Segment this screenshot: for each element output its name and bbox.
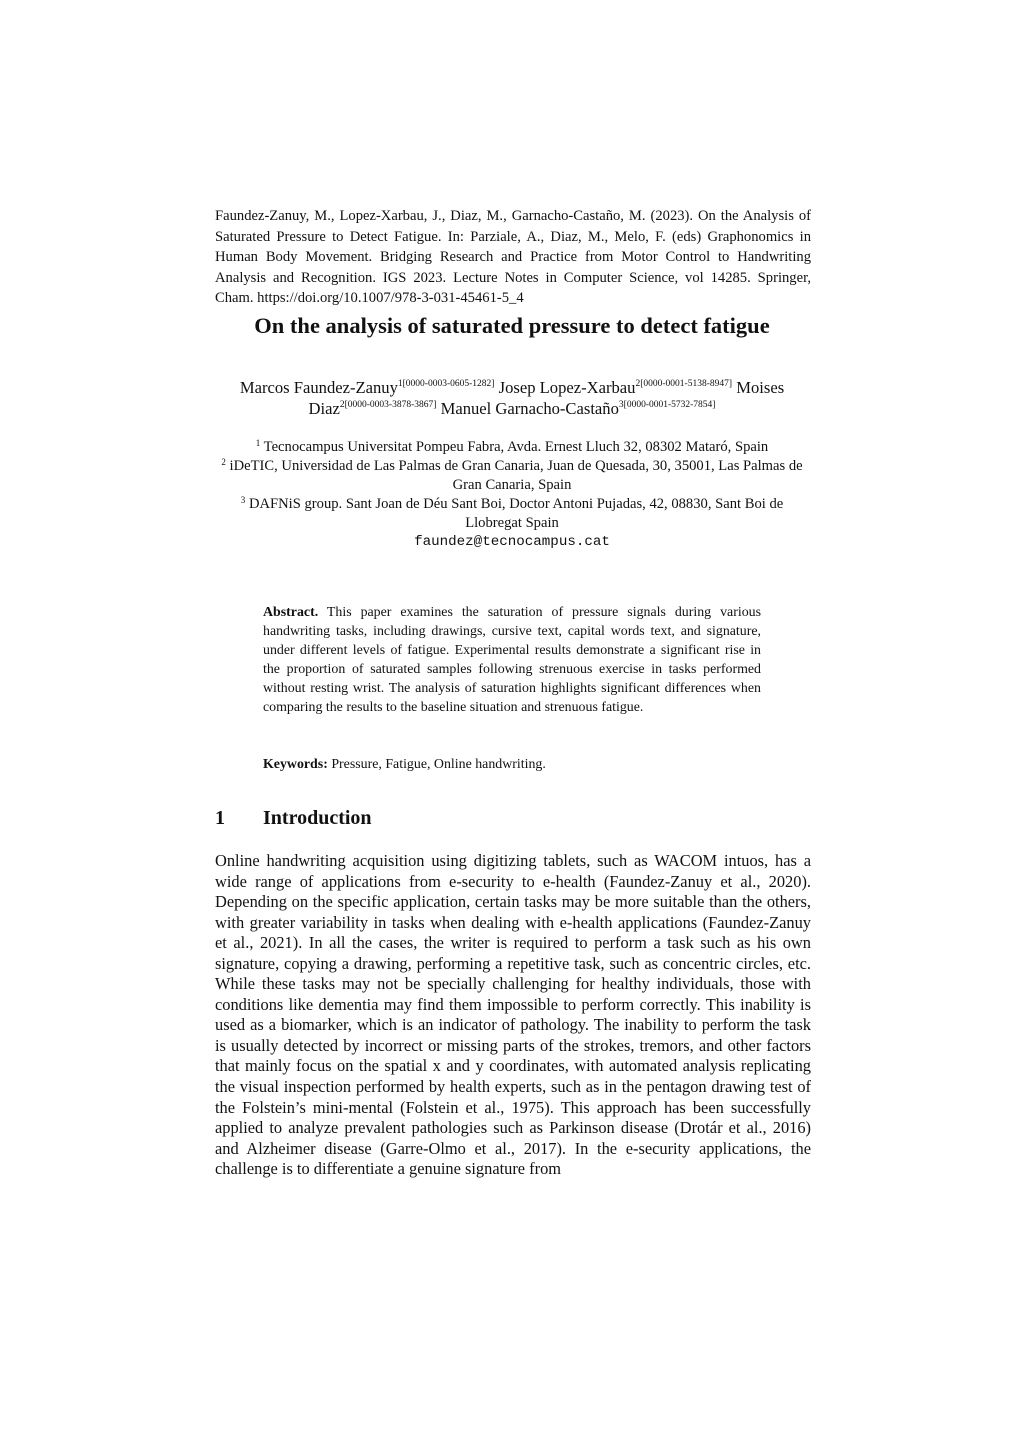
author-orcid: 2[0000-0001-5138-8947]	[635, 379, 733, 389]
section-title: Introduction	[263, 807, 372, 829]
affiliation-text: iDeTIC, Universidad de Las Palmas de Gran Canaria, Juan de Quesada, 30, 35001, Las Palmas de Gran Canaria, Spain	[229, 458, 803, 493]
author-orcid: 3[0000-0001-5732-7854]	[618, 399, 716, 410]
author-orcid: 1[0000-0003-0605-1282]	[397, 379, 495, 389]
affiliation-text: Tecnocampus Universitat Pompeu Fabra, Avda. Ernest Lluch 32, 08302 Mataró, Spain	[263, 439, 769, 455]
abstract	[263, 603, 761, 717]
affiliation-text: DAFNiS group. Sant Joan de Déu Sant Boi, Doctor Antoni Pujadas, 42, 08830, Sant Boi de Llobregat Spain	[248, 496, 784, 531]
author-name: Marcos Faundez-Zanuy	[239, 378, 398, 397]
citation-header: Faundez-Zanuy, M., Lopez-Xarbau, J., Diaz, M., Garnacho-Castaño, M. (2023). On the Analysis of Saturated Pressure to Detect Fatigue. In: Parziale, A., Diaz, M., Melo, F. (eds) Graphonomics in Human Body Movement. Bridging Research and Practice from Motor Control to Handwriting Analysis and Recognition. IGS 2023. Lecture Notes in Computer Science, vol 14285. Springer, Cham. https://doi.org/10.1007/978-3-031-45461-5_4	[215, 208, 811, 307]
author-orcid: 2[0000-0003-3878-3867]	[339, 399, 437, 410]
affiliation	[212, 457, 812, 495]
author-name: Josep Lopez-Xarbau	[498, 378, 636, 397]
affiliation-number: 2	[221, 457, 226, 467]
affiliation-list	[212, 438, 812, 552]
keywords-text: Pressure, Fatigue, Online handwriting.	[331, 757, 546, 772]
affiliation	[212, 438, 812, 457]
author-name: Moises Diaz	[308, 378, 785, 418]
section-number: 1	[215, 807, 225, 829]
author-name: Manuel Garnacho-Castaño	[440, 398, 619, 418]
abstract-text: This paper examines the saturation of pressure signals during various handwriting tasks, including drawings, cursive text, capital words text, and signature, under different levels of fatigue. Experimental results demonstrate a significant rise in the proportion of saturated samples following strenuous exercise in tasks performed without resting wrist. The analysis of saturation highlights significant differences when comparing the results to the baseline situation and strenuous fatigue.	[263, 605, 761, 715]
affiliation-number: 1	[255, 438, 261, 448]
section-heading	[215, 805, 811, 831]
keywords-label: Keywords:	[263, 757, 328, 772]
affiliation-number: 3	[240, 495, 246, 505]
keywords	[263, 755, 761, 774]
paper-title: On the analysis of saturated pressure to detect fatigue	[254, 313, 770, 338]
author-list	[212, 378, 812, 419]
affiliation	[212, 495, 812, 533]
abstract-label: Abstract.	[263, 605, 319, 620]
introduction-paragraph: Online handwriting acquisition using digitizing tablets, such as WACOM intuos, has a wide range of applications from e-security to e-health (Faundez-Zanuy et al., 2020). Depending on the specific application, certain tasks may be more suitable than the others, with greater variability in tasks when dealing with e-health applications (Faundez-Zanuy et al., 2021). In all the cases, the writer is required to perform a task such as his own signature, copying a drawing, performing a repetitive task, such as concentric circles, etc. While these tasks may not be specially challenging for healthy individuals, those with conditions like dementia may find them impossible to perform correctly. This inability is used as a biomarker, which is an indicator of pathology. The inability to perform the task is usually detected by incorrect or missing parts of the strokes, tremors, and other factors that mainly focus on the spatial x and y coordinates, with automated analysis replicating the visual inspection performed by health experts, such as in the pentagon drawing test of the Folstein’s mini-mental (Folstein et al., 1975). This approach has been successfully applied to analyze prevalent pathologies such as Parkinson disease (Drotár et al., 2016) and Alzheimer disease (Garre-Olmo et al., 2017). In the e-security applications, the challenge is to differentiate a genuine signature from	[215, 851, 811, 1179]
contact-email: faundez@tecnocampus.cat	[414, 534, 610, 550]
